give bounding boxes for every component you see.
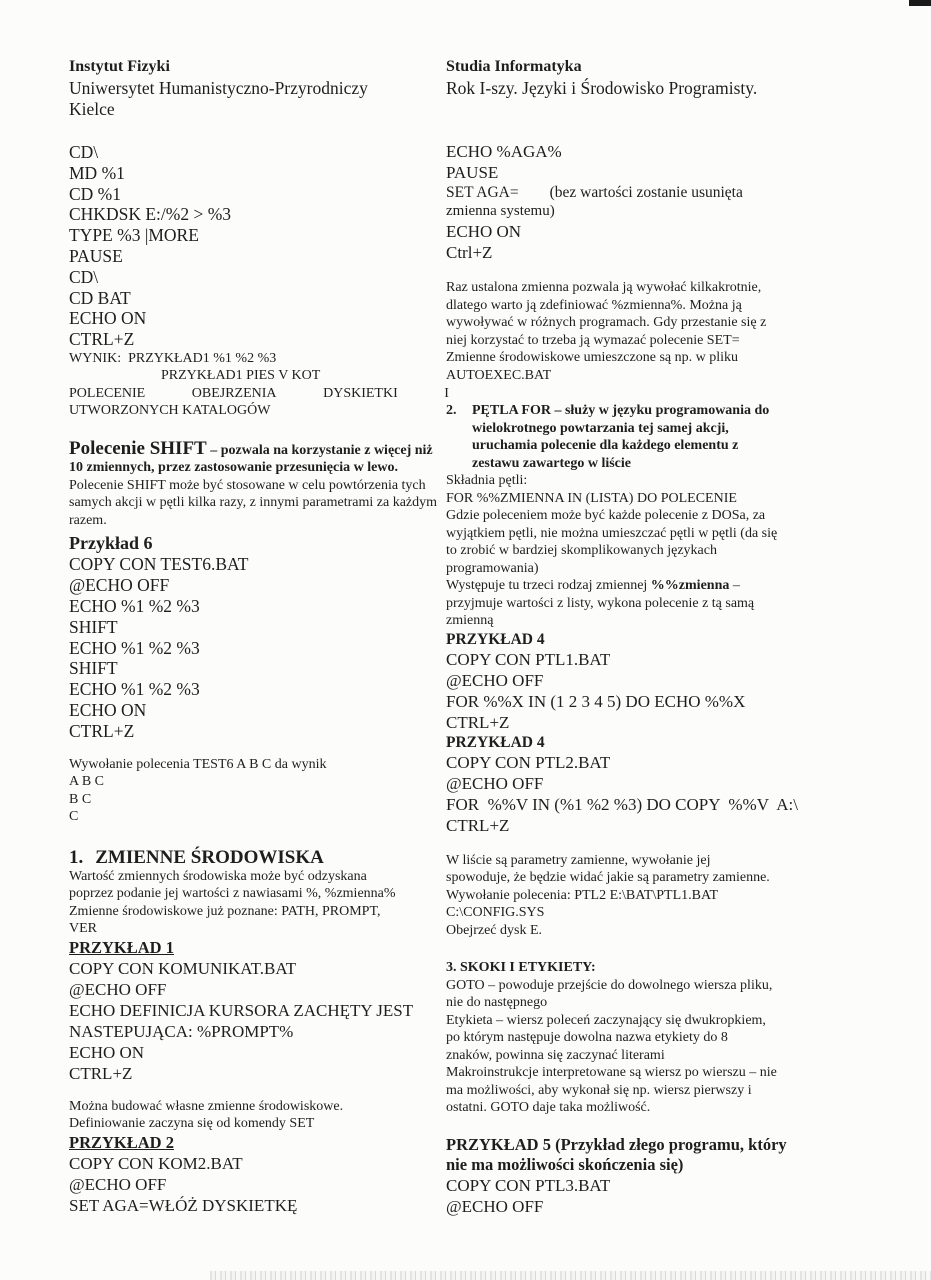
section-2-title-line: zestawu zawartego w liście <box>472 455 632 471</box>
polecenie-row <box>69 385 449 403</box>
code-line: COPY CON PTL3.BAT <box>446 1175 611 1195</box>
section-3-text <box>446 977 846 1117</box>
code-block-ex5 <box>446 1175 846 1217</box>
wynik-list <box>69 773 449 826</box>
text-line: programowania) <box>446 560 539 576</box>
code-block-ex1 <box>69 958 449 1084</box>
section-2-heading <box>446 402 846 472</box>
code-line: FOR %%X IN (1 2 3 4 5) DO ECHO %%X <box>446 691 746 711</box>
text-line: GOTO – powoduje przejście do dowolnego wiersza pliku, <box>446 977 773 993</box>
section-2-title-line: wielokrotnego powtarzania tej samej akcji, <box>472 420 729 436</box>
polecenie-word: OBEJRZENIA <box>191 385 277 401</box>
set-line-2: zmienna systemu) <box>446 203 555 219</box>
scan-edge-mark <box>909 0 931 6</box>
text-line: Wartość zmiennych środowiska może być odzyskana <box>69 868 367 884</box>
course-name: Rok I-szy. Języki i Środowisko Programisty. <box>446 78 758 98</box>
code-line: TYPE %3 |MORE <box>69 225 199 246</box>
code-line: ECHO ON <box>446 222 522 241</box>
text-line: Wywołanie polecenia: PTL2 E:\BAT\PTL1.BAT <box>446 887 719 903</box>
trzeci-bold: %%zmienna <box>650 578 730 593</box>
code-line: CD\ <box>69 142 99 162</box>
code-block-ex4a <box>446 649 846 733</box>
code-line: CD %1 <box>69 183 122 204</box>
text-line: po którym następuje dowolna nazwa etykiety do 8 <box>446 1030 728 1045</box>
example-5-title <box>446 1135 846 1175</box>
polecenie-word: I <box>444 385 449 401</box>
code-line: COPY CON PTL2.BAT <box>446 752 611 772</box>
code-line: FOR %%V IN (%1 %2 %3) DO COPY %%V A:\ <box>446 794 798 814</box>
section-1-heading <box>69 848 449 868</box>
wynik-line: A B C <box>69 774 105 790</box>
skladnia-text <box>446 472 846 577</box>
text-line: ostatni. GOTO daje taka możliwość. <box>446 1100 651 1115</box>
code-line: SHIFT <box>69 616 118 637</box>
set-line: SET AGA= (bez wartości zostanie usunięta <box>446 184 743 201</box>
text-line: Zmienne środowiskowe umieszczone są np. w pliku <box>446 350 738 365</box>
code-block-top <box>446 141 846 183</box>
text-line: Składnia pętli: <box>446 473 528 488</box>
section-1-title: ZMIENNE ŚRODOWISKA <box>95 846 324 868</box>
text-line: VER <box>69 921 97 937</box>
trzeci-line <box>446 577 846 595</box>
code-line: CTRL+Z <box>69 1063 133 1083</box>
text-line: Raz ustalona zmienna pozwala ją wywołać kilkakrotnie, <box>446 280 762 295</box>
header-left <box>69 56 449 120</box>
code-line: Ctrl+Z <box>446 243 493 262</box>
section-1-number: 1. <box>69 846 84 868</box>
code-line: CHKDSK E:/%2 > %3 <box>69 204 232 225</box>
header-right <box>446 56 846 99</box>
city-name: Kielce <box>69 99 115 119</box>
text-line: C:\CONFIG.SYS <box>446 905 545 920</box>
trzeci-suffix: – <box>729 578 740 593</box>
code-line: @ECHO OFF <box>446 773 544 793</box>
example-1-title: PRZYKŁAD 1 <box>69 937 174 957</box>
text-line: W liście są parametry zamienne, wywołanie jej <box>446 852 711 868</box>
code-line: SHIFT <box>69 658 118 679</box>
code-line: ECHO %AGA% <box>446 142 562 161</box>
text-line: Definiowanie zaczyna się od komendy SET <box>69 1116 315 1132</box>
code-line: COPY CON PTL1.BAT <box>446 649 611 669</box>
code-block-6 <box>69 554 449 741</box>
code-line: @ECHO OFF <box>69 575 170 596</box>
example-4b-title: PRZYKŁAD 4 <box>446 733 545 751</box>
code-line: ECHO %1 %2 %3 <box>69 596 200 617</box>
university-name: Uniwersytet Humanistyczno-Przyrodniczy <box>69 78 368 98</box>
shift-paragraph <box>69 437 449 530</box>
wywolanie-text: Wywołanie polecenia TEST6 A B C da wynik <box>69 756 327 772</box>
code-line: @ECHO OFF <box>446 1196 544 1216</box>
section-2-title-line: PĘTLA FOR – służy w języku programowania do <box>472 403 770 418</box>
code-line: @ECHO OFF <box>446 670 544 690</box>
code-block-ex4b <box>446 752 846 836</box>
text-line: spowoduje, że będzie widać jakie są parametry zamienne. <box>446 870 770 885</box>
shift-bold-text: – pozwala na korzystanie z więcej niż 10 zmiennych, przez zastosowanie przesunięcia w lewo. <box>69 442 433 476</box>
code-line: ECHO %1 %2 %3 <box>69 679 200 700</box>
code-line: PAUSE <box>446 163 499 182</box>
wynik-line: C <box>69 809 79 825</box>
code-line: COPY CON TEST6.BAT <box>69 554 249 575</box>
text-line: poprzez podanie jej wartości z nawiasami %, %zmienna% <box>69 886 396 902</box>
section-2-title-line: uruchamia polecenie dla każdego elementu z <box>472 438 739 453</box>
section-2-title <box>472 402 769 472</box>
study-name: Studia Informatyka <box>446 58 582 75</box>
text-line: Etykieta – wiersz poleceń zaczynający się dwukropkiem, <box>446 1012 766 1028</box>
code-line: CTRL+Z <box>69 329 135 350</box>
wynik-line: WYNIK: PRZYKŁAD1 %1 %2 %3 <box>69 350 277 366</box>
text-line: wyjątkiem pętli, nie można umieszczać pętli w pętli (da się <box>446 525 778 541</box>
code-line: ECHO ON <box>69 1042 145 1062</box>
code-line: CD BAT <box>69 287 131 308</box>
text-line: wywoływać w różnych programach. Gdy przestanie się z <box>446 315 767 330</box>
trzeci-rest <box>446 595 846 630</box>
text-line: znaków, powinna się zaczynać literami <box>446 1047 665 1063</box>
text-line: Zmienne środowiskowe już poznane: PATH, PROMPT, <box>69 903 381 919</box>
text-line: Makroinstrukcje interpretowane są wiersz po wierszu – nie <box>446 1065 777 1080</box>
code-line: PAUSE <box>69 245 123 266</box>
right-column <box>446 56 846 1217</box>
code-line: MD %1 <box>69 162 125 183</box>
code-line: @ECHO OFF <box>69 979 167 999</box>
example-6-title: Przykład 6 <box>69 533 153 554</box>
section-3-title: 3. SKOKI I ETYKIETY: <box>446 960 596 975</box>
build-text <box>69 1098 449 1133</box>
polecenie-word: POLECENIE <box>69 385 146 401</box>
example-2-title: PRZYKŁAD 2 <box>69 1132 174 1152</box>
example-5-title-line: nie ma możliwości skończenia się) <box>446 1154 684 1174</box>
shift-text: Polecenie SHIFT może być stosowane w celu powtórzenia tych samych akcji w pętli kilka razy, z innymi parametrami za każdym razem. <box>69 477 438 528</box>
code-line: ECHO ON <box>69 700 147 721</box>
text-line: Gdzie poleceniem może być każde polecenie z DOSa, za <box>446 508 766 523</box>
wynik-line-2: PRZYKŁAD1 PIES V KOT <box>161 368 321 384</box>
text-line: Można budować własne zmienne środowiskowe. <box>69 1098 344 1114</box>
polecenie-line-2: UTWORZONYCH KATALOGÓW <box>69 403 271 419</box>
code-line: ECHO DEFINICJA KURSORA ZACHĘTY JEST <box>69 1000 414 1020</box>
section-2-number: 2. <box>446 403 457 418</box>
code-line: CD\ <box>69 266 99 287</box>
text-line: AUTOEXEC.BAT <box>446 367 552 383</box>
text-line: dlatego warto ją zdefiniować %zmienna%. Można ją <box>446 297 742 313</box>
text-line: ma możliwości, aby wykonał się np. wiersz pierwszy i <box>446 1082 752 1098</box>
polecenie-word: DYSKIETKI <box>323 385 398 401</box>
code-line: SET AGA=WŁÓŻ DYSKIETKĘ <box>69 1195 298 1215</box>
text-line: zmienną <box>446 613 494 628</box>
code-block-1 <box>69 142 449 350</box>
example-5-title-line: PRZYKŁAD 5 (Przykład złego programu, który <box>446 1134 787 1154</box>
text-line: FOR %%ZMIENNA IN (LISTA) DO POLECENIE <box>446 490 737 506</box>
text-line: Obejrzeć dysk E. <box>446 922 543 938</box>
section-1-text <box>69 868 449 938</box>
code-line: NASTEPUJĄCA: %PROMPT% <box>69 1021 294 1041</box>
example-4a-title: PRZYKŁAD 4 <box>446 630 545 648</box>
text-line: niej korzystać to trzeba ją wymazać polecenie SET= <box>446 332 740 348</box>
code-line: COPY CON KOMUNIKAT.BAT <box>69 958 297 978</box>
institute-name: Instytut Fizyki <box>69 58 170 75</box>
code-line: CTRL+Z <box>69 720 135 741</box>
scan-bottom-artifact <box>210 1271 931 1280</box>
text-line: przyjmuje wartości z listy, wykona polecenie z tą samą <box>446 595 755 611</box>
trzeci-prefix: Występuje tu trzeci rodzaj zmiennej <box>446 578 651 593</box>
code-line: CTRL+Z <box>446 712 510 732</box>
text-line: to zrobić w bardziej skomplikowanych językach <box>446 543 717 558</box>
code-block-top-2 <box>446 221 846 263</box>
code-line: COPY CON KOM2.BAT <box>69 1153 243 1173</box>
code-line: ECHO ON <box>69 308 147 329</box>
lista-text <box>446 852 846 940</box>
raz-text <box>446 279 846 384</box>
left-column <box>69 56 449 1216</box>
code-line: @ECHO OFF <box>69 1174 167 1194</box>
code-line: ECHO %1 %2 %3 <box>69 637 200 658</box>
text-line: nie do następnego <box>446 995 548 1010</box>
shift-title: Polecenie SHIFT <box>69 437 207 459</box>
code-line: CTRL+Z <box>446 815 510 835</box>
code-block-ex2 <box>69 1153 449 1216</box>
wynik-line: B C <box>69 791 92 807</box>
